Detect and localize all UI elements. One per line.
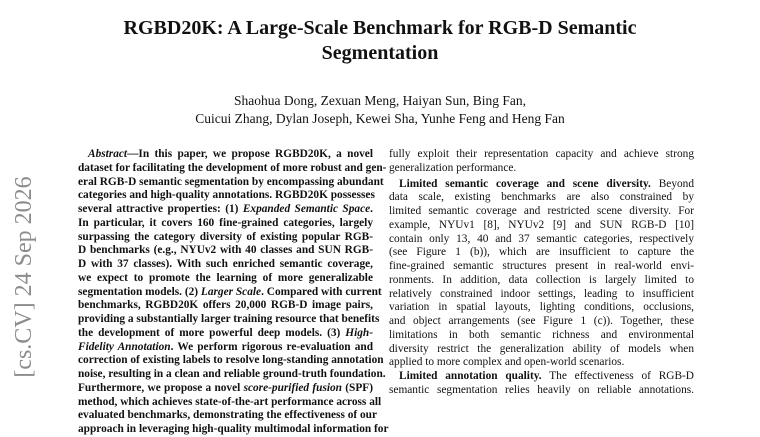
body-line: fine-grained semantic structures present in real-world envi- [389, 260, 694, 272]
abstract-label: Abstract [88, 148, 128, 160]
arxiv-watermark: [cs.CV] 24 Sep 2026 [11, 176, 37, 378]
abstract-line: Furthermore, we propose a novel score-purified fusion (SPF) [78, 381, 373, 394]
title-line-1: RGBD20K: A Large-Scale Benchmark for RGB-D Semantic [123, 17, 637, 39]
abstract-line: D benchmarks (e.g., NYUv2 with 40 classes and SUN RGB- [78, 244, 373, 257]
abstract-line: Abstract—In this paper, we propose RGBD20K, a novel [88, 148, 373, 160]
abstract-line: Fidelity Annotation. We perform rigorous re-evaluation and [78, 340, 374, 353]
body-line: generalization performance. [389, 161, 517, 174]
body-line: relatively constrained indoor settings, leading to insufficient [389, 287, 694, 300]
abstract-line: the development of more powerful deep models. (3) High- [78, 326, 373, 339]
abstract-line: eral RGB-D semantic segmentation by encompassing abundant [78, 175, 384, 188]
abstract-line: we expect to promote the learning of more generalizable [78, 271, 373, 284]
abstract-line: noise, resulting in a clean and reliable ground-truth foundation. [78, 368, 386, 380]
abstract-column [78, 148, 389, 437]
body-line: diversity restrict the generalization ability of models when [389, 342, 694, 355]
abstract-line: benchmarks, RGBD20K offers 20,000 RGB-D image pairs, [78, 299, 373, 312]
body-column-right [389, 148, 694, 398]
body-line: (see Figure 1 (b)), which are insufficient to capture the [389, 246, 694, 259]
body-line: semantic segmentation relies heavily on reliable annotations. [389, 383, 694, 396]
body-line: and object arrangements (see Figure 1 (c)). Together, these [389, 315, 694, 327]
abstract-line: correction of existing labels to resolve long-standing annotation [78, 354, 384, 367]
abstract-line: several attractive properties: (1) Expanded Semantic Space. [78, 203, 373, 215]
abstract-line: segmentation models. (2) Larger Scale. Compared with current [78, 285, 382, 298]
section-heading-annotation-quality: Limited annotation quality. [399, 370, 542, 382]
body-line: applied to more complex and open-world scenarios. [389, 356, 625, 369]
body-line: limitations in both semantic richness and environmental [389, 328, 694, 341]
body-line: example, NYUv1 [8], NYUv2 [9] and SUN RGB-D [10] [389, 218, 694, 231]
abstract-line: surpassing the category diversity of existing popular RGB- [78, 230, 373, 243]
body-line: fully exploit their representation capacity and achieve strong [389, 148, 694, 160]
abstract-line: dataset for facilitating the development of more robust and gen- [78, 161, 387, 174]
body-line: ronments. In addition, data collection is largely limited to [389, 273, 694, 286]
section-paragraph-start: Limited annotation quality. The effectiveness of RGB-D [399, 370, 694, 382]
body-line: contain only 13, 40 and 37 semantic categories, respectively [389, 232, 694, 245]
authors-line-2: Cuicui Zhang, Dylan Joseph, Kewei Sha, Yunhe Feng and Heng Fan [195, 111, 565, 126]
abstract-line: providing a substantially larger training resource that benefits [78, 313, 380, 325]
authors-line-1: Shaohua Dong, Zexuan Meng, Haiyan Sun, Bing Fan, [233, 93, 527, 108]
abstract-line: evaluated benchmarks, demonstrating the effectiveness of our [78, 409, 377, 422]
paper-title [0, 16, 760, 66]
abstract-line: categories and high-quality annotations. RGBD20K possesses [78, 189, 375, 202]
title-line-2: Segmentation [321, 42, 439, 64]
abstract-line: approach in leveraging high-quality multimodal information for [78, 423, 389, 435]
author-list [0, 92, 760, 128]
abstract-line: In particular, it covers 160 fine-grained categories, largely [78, 216, 373, 229]
body-line: limited semantic coverage and restricted scene diversity. For [389, 205, 694, 217]
section-paragraph-start: Limited semantic coverage and scene diversity. Beyond [399, 177, 695, 190]
body-line: data scale, existing benchmarks are also constrained by [389, 191, 694, 204]
abstract-line: D with 37 classes). With such enriched semantic coverage, [78, 258, 373, 270]
section-heading-semantic-coverage: Limited semantic coverage and scene diversity. [399, 177, 651, 190]
abstract-line: method, which achieves state-of-the-art performance across all [78, 395, 382, 408]
body-line: variation in spatial layouts, lighting conditions, occlusions, [389, 301, 694, 314]
